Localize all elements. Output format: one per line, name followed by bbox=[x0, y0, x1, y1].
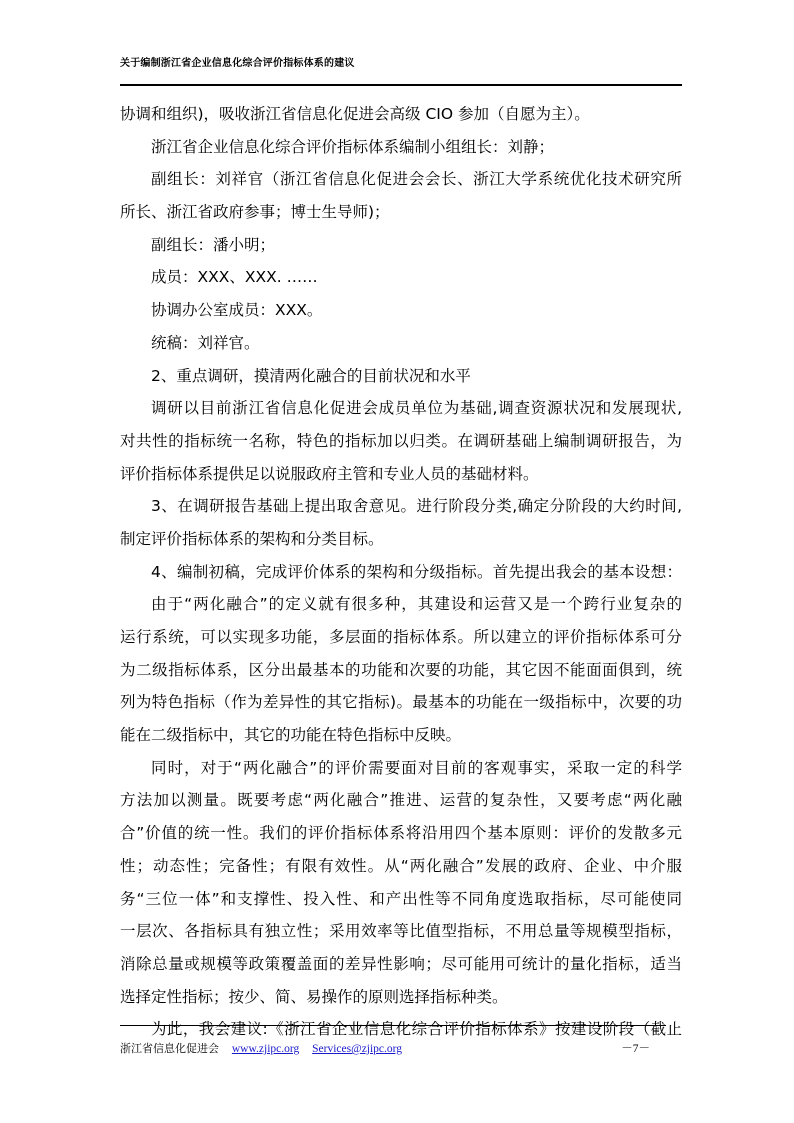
header-divider bbox=[120, 84, 682, 86]
footer-website-link[interactable]: www.zjipc.org bbox=[231, 1043, 300, 1055]
text-line: 副组长：刘祥官（浙江省信息化促进会会长、浙江大学系统优化技术研究所 bbox=[151, 170, 682, 189]
text-line: 性；动态性；完备性；有限有效性。从“两化融合”发展的政府、企业、中介服 bbox=[120, 856, 682, 875]
page-header-title: 关于编制浙江省企业信息化综合评价指标体系的建议 bbox=[120, 58, 355, 69]
text-line: 协调和组织)，吸收浙江省信息化促进会高级 CIO 参加（自愿为主）。 bbox=[120, 105, 590, 123]
text-line: 运行系统，可以实现多功能，多层面的指标体系。所以建立的评价指标体系可分 bbox=[120, 628, 682, 646]
text-line: 一层次、各指标具有独立性；采用效率等比值型指标，不用总量等规模型指标， bbox=[120, 922, 682, 941]
text-line: 列为特色指标（作为差异性的其它指标)。最基本的功能在一级指标中，次要的功 bbox=[120, 693, 682, 712]
text-line: 评价指标体系提供足以说服政府主管和专业人员的基础材料。 bbox=[120, 464, 539, 483]
text-line: 协调办公室成员：XXX。 bbox=[151, 301, 323, 320]
text-line: 4、编制初稿，完成评价体系的架构和分级指标。首先提出我会的基本设想： bbox=[151, 562, 682, 581]
footer-divider bbox=[120, 1025, 666, 1026]
text-line: 由于“两化融合”的定义就有很多种，其建设和运营又是一个跨行业复杂的 bbox=[151, 595, 682, 614]
text-line: 副组长：潘小明； bbox=[151, 235, 276, 254]
text-line: 选择定性指标；按少、简、易操作的原则选择指标种类。 bbox=[120, 987, 508, 1006]
text-line: 3、在调研报告基础上提出取舍意见。进行阶段分类,确定分阶段的大约时间, bbox=[151, 497, 682, 516]
page-number: －7－ bbox=[621, 1043, 650, 1055]
text-line: 务“三位一体”和支撑性、投入性、和产出性等不同角度选取指标，尽可能使同 bbox=[120, 889, 682, 908]
text-line: 统稿：刘祥官。 bbox=[151, 333, 260, 352]
text-line: 对共性的指标统一名称，特色的指标加以归类。在调研基础上编制调研报告，为 bbox=[120, 431, 682, 450]
text-line: 方法加以测量。既要考虑“两化融合”推进、运营的复杂性，又要考虑“两化融 bbox=[120, 791, 682, 810]
footer-organization: 浙江省信息化促进会 bbox=[120, 1042, 219, 1055]
text-line: 消除总量或规模等政策覆盖面的差异性影响；尽可能用可统计的量化指标，适当 bbox=[120, 954, 682, 973]
page-footer bbox=[120, 1040, 650, 1056]
text-line: 制定评价指标体系的架构和分类目标。 bbox=[120, 529, 384, 548]
text-line: 同时，对于“两化融合”的评价需要面对目前的客观事实，采取一定的科学 bbox=[151, 758, 682, 777]
text-line: 浙江省企业信息化综合评价指标体系编制小组组长：刘静； bbox=[151, 137, 555, 156]
text-line: 2、重点调研，摸清两化融合的目前状况和水平 bbox=[151, 366, 471, 385]
footer-email-link[interactable]: Services@zjipc.org bbox=[312, 1043, 403, 1055]
text-line: 合”价值的统一性。我们的评价指标体系将沿用四个基本原则：评价的发散多元 bbox=[120, 824, 682, 843]
text-line: 为此，我会建议:《浙江省企业信息化综合评价指标体系》按建设阶段（截止 bbox=[151, 1020, 682, 1039]
text-line: 为二级指标体系，区分出最基本的功能和次要的功能，其它因不能面面俱到，统 bbox=[120, 660, 682, 679]
text-line: 所长、浙江省政府参事；博士生导师)； bbox=[120, 203, 390, 222]
text-line: 成员：XXX、XXX. …… bbox=[151, 268, 318, 287]
text-line: 能在二级指标中，其它的功能在特色指标中反映。 bbox=[120, 726, 462, 745]
text-line: 调研以目前浙江省信息化促进会成员单位为基础,调查资源状况和发展现状, bbox=[151, 399, 682, 418]
document-body bbox=[120, 98, 682, 1046]
